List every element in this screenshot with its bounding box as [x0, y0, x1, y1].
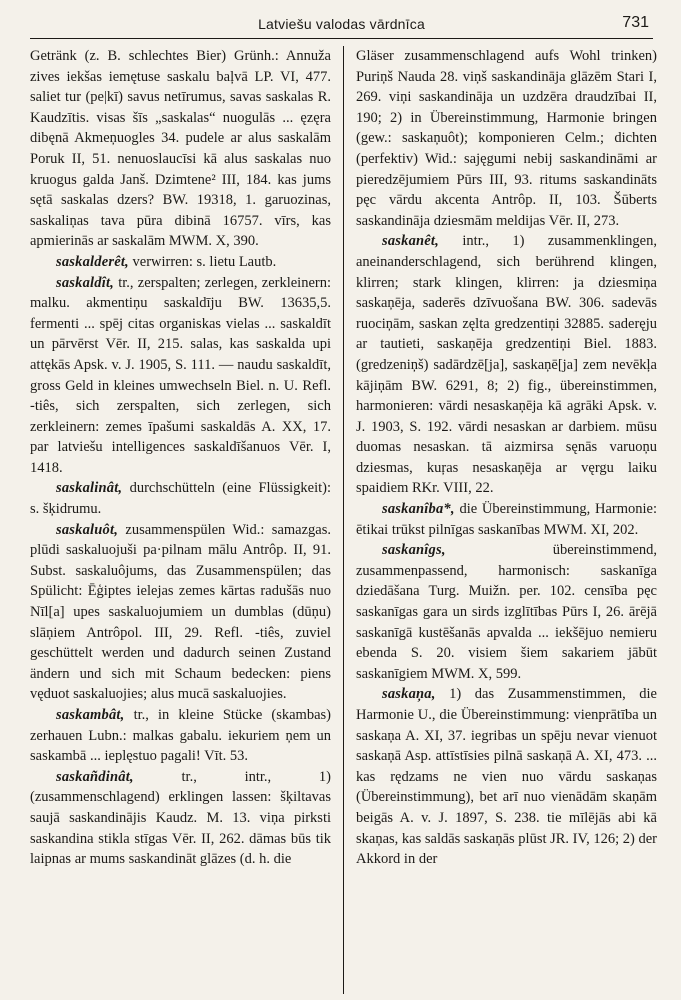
- running-title: Latviešu valodas vārdnīca: [258, 16, 425, 32]
- header-rule: [30, 38, 653, 39]
- entry-text: tr., in kleine Stücke (skambas) zerhauen Lubn.: malkas gabalu. iekuriem ņem un saskambā ... ieplęstuo pagali! Vīt. 53.: [30, 707, 331, 765]
- entry-text: zusammenspülen Wid.: samazgas. plūdi saskaluojuši pa·pilnam mālu Antrôp. II, 91. Subst. saskaluôjums, das Zusammenspülen; das Spülicht: Ēģiptes ielejas zemes kārtas radušās nuo Nīl[a] upes saskaluojumiem un dumblas (dūņu) slāņiem Antrôpol. III, 29. Refl. -tiês, zuviel geschüttelt werden und dadurch seinen Zustand ändern und sich mit Schaum bedecken: piens vęduot saskaluojies; alus mucā saskaluojies.: [30, 521, 331, 703]
- dictionary-columns: [30, 46, 657, 994]
- dictionary-entry: [30, 705, 331, 767]
- dictionary-entry: [30, 46, 331, 252]
- dictionary-entry: [356, 540, 657, 684]
- dictionary-entry: [30, 273, 331, 479]
- dictionary-entry: [30, 252, 331, 273]
- entry-headword: saskanêt,: [382, 233, 439, 250]
- entry-text: Gläser zusammenschlagend aufs Wohl trinken) Puriņš Nauda 28. viņš saskandināja glāzēm Stari I, 269. viņi saskandināja un uzdzēra draudzībai II, 190; 2) in Übereinstimmung, Harmonie bringen (gew.: saskaņuôt); komponieren Celm.; dichten (perfektiv) Wid.: sajęgumi nebij saskandināmi ar pieredzējumiem Pūrs III, 93. ritums saskandināts pęc vārdu akcenta Antrôp. II, 103. Šūberts saskandināja dziesmām meldijas Vēr. II, 273.: [356, 48, 657, 229]
- entry-text: übereinstimmend, zusammenpassend, harmonisch: saskanīga dziedāšana Turg. Muižn. per. 102. censība pęc saskanīgas gara un sirds izglītības Pūrs I, 26. ārējā saskanīgā kustēšanās apvalda ... iekšējuo nemieru ebenda S. 20. visiem šiem sakariem jābūt saskanīgiem MWM. X, 599.: [356, 542, 657, 682]
- dictionary-entry: [356, 499, 657, 540]
- entry-headword: saskanîgs,: [382, 542, 446, 559]
- entry-headword: saskalderêt,: [56, 253, 129, 270]
- entry-text: 1) das Zusammenstimmen, die Harmonie U., die Übereinstimmung: vienprātība un saskaņa A. XI, 37. iegribas un spēju nevar vienuot saskaņā Asp. attīstīsies pilnā saskaņā A. XI, 473. ... kas rędzams ne vien nuo vārdu saskaņas (Übereinstimmung), bet arī nuo vienādām skaņām beigās A. v. J. 1897, S. 238. tie mīlējās abi kā skaņas, kas saldās saskaņās plūst JR. IV, 126; 2) der Akkord in der: [356, 686, 657, 868]
- entry-headword: saskambât,: [56, 707, 125, 723]
- entry-headword: saskaņa,: [382, 686, 436, 703]
- entry-text: durchschütteln (eine Flüssigkeit): s. šķidrumu.: [30, 480, 331, 518]
- entry-headword: saskaluôt,: [56, 521, 119, 538]
- page-header: [30, 10, 653, 38]
- dictionary-entry: [356, 231, 657, 499]
- entry-headword: saskañdinât,: [56, 768, 134, 785]
- page-number: 731: [622, 14, 649, 31]
- dictionary-entry: [356, 46, 657, 231]
- dictionary-entry: [30, 520, 331, 705]
- entry-headword: saskanîba*,: [382, 501, 455, 518]
- entry-text: tr., zerspalten; zerlegen, zerkleinern: malku. akmentiņu saskaldīju BW. 13635,5. fermenti ... spēj citas organiskas vielas ... saskaldīt un pārvērst Vēr. II, 215. salas, kas saskalda upi attękās Apsk. v. J. 1905, S. 111. — naudu saskaldīt, gross Geld in kleines umwechseln Biel. n. U. Refl. -tiês, sich zerspalten, sich zerlegen, sich zerkleinern: zemes īpašumi saskaldās A. XX, 17. par latviešu intelligences saskaldīšanuos Vēr. I, 1418.: [30, 274, 331, 476]
- dictionary-entry: [30, 767, 331, 870]
- entry-headword: saskalinât,: [56, 480, 123, 497]
- entry-text: die Übereinstimmung, Harmonie: ētikai trūkst pilnīgas saskanības MWM. XI, 202.: [356, 501, 657, 538]
- entry-text: Getränk (z. B. schlechtes Bier) Grünh.: Annuža zives iekšas iemętuse saskalu baļvā LP. VI, 477. saliet tur (pe|kī) savus netīrumus, savas saskalas R. Kaudzītis. visas šīs „saskalas“ nuogulās ... ęzęra dibęnā Akmeņuogles 34. pudele ar alus saskalām Poruk II, 51. nenuoslaucīsi kā alus saskalas nuo kruogus galda Janš. Dzimtene² III, 184. kas jums sętā saskalas dzers? BW. 19318, 1. garuozinas, saskaliņas tava pūra dibinā 16757. vīrs, kas apmierinās ar saskalām MWM. X, 390.: [30, 48, 331, 250]
- entry-text: verwirren: s. lietu Lautb.: [132, 253, 277, 270]
- dictionary-entry: [356, 684, 657, 869]
- left-column: [30, 46, 343, 994]
- entry-headword: saskaldît,: [56, 274, 114, 291]
- dictionary-entry: [30, 478, 331, 519]
- entry-text: intr., 1) zusammenklingen, aneinanderschlagend, sich berührend klingen, klirren; stark klingen, klirren: ja dziesmiņa saskaņēja, saderēs dzīvuošana BW. 306. sadevās ruociņām, saskan zęlta gredzentiņi 32885. saderęju ar tautieti, saskaņēja gredzentiņi Biel. 1883. (gredzeniņš) sadārdzē[ja], saskaņē[ja] zem nevēkļa kājiņām BW. 6291, 8; 2) fig., übereinstimmen, harmonieren: vārdi nesaskaņēja kā agrāki Apsk. v. J. 1903, S. 192. vārdi nesaskan ar darbiem. mūsu duomas nesaskan. tā aizmirsa sęnās varuoņu dziesmas, kuŗas nesaskaņēja ar vęrgu laiku spaidiem RKr. VIII, 22.: [356, 233, 657, 497]
- right-column: [344, 46, 657, 994]
- entry-text: tr., intr., 1) (zusammenschlagend) erklingen lassen: šķiltavas saujā saskandinājis Kaudz. M. 13. viņa pirksti saskandina stikla stīgas Vēr. II, 262. dāmas būs tik laipnas ar mums saskandināt glāzes (d. h. die: [30, 768, 331, 868]
